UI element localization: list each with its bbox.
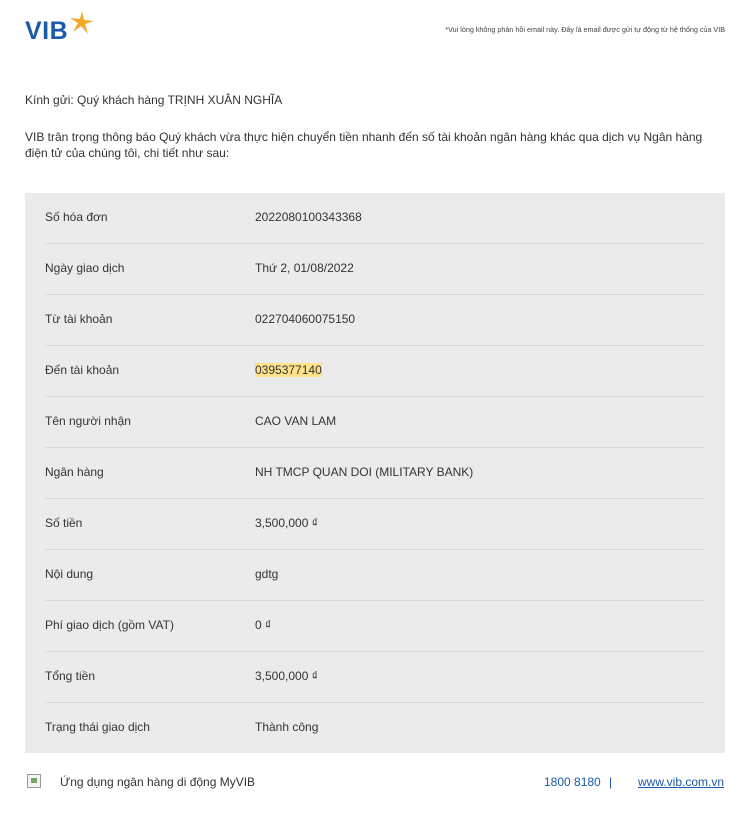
- footer-separator: |: [609, 775, 613, 789]
- detail-value: NH TMCP QUAN DOI (MILITARY BANK): [255, 465, 474, 479]
- detail-value: 3,500,000 ₫: [255, 516, 318, 530]
- detail-value: 0 ₫: [255, 618, 272, 632]
- broken-image-icon: [27, 774, 41, 788]
- detail-label: Số tiền: [45, 516, 83, 530]
- detail-label: Tổng tiền: [45, 669, 96, 683]
- website-link[interactable]: www.vib.com.vn: [638, 775, 725, 789]
- logo-text: VIB: [25, 17, 69, 45]
- detail-label: Đến tài khoản: [45, 363, 120, 377]
- greeting: Kính gửi: Quý khách hàng TRỊNH XUÂN NGHĨA: [25, 93, 283, 107]
- detail-row-date: [45, 244, 705, 295]
- detail-value: gdtg: [255, 567, 279, 581]
- detail-label: Ngày giao dịch: [45, 261, 125, 275]
- hotline-number[interactable]: 1800 8180: [544, 775, 601, 789]
- detail-label: Phí giao dịch (gồm VAT): [45, 618, 174, 632]
- email-footer: [0, 768, 745, 798]
- detail-row-bank: [45, 448, 705, 499]
- detail-label: Tên người nhận: [45, 414, 131, 428]
- app-promo-text: Ứng dụng ngân hàng di động MyVIB: [60, 775, 256, 789]
- detail-label: Trạng thái giao dịch: [45, 720, 150, 734]
- vib-logo: [25, 10, 105, 46]
- detail-row-to-account: [45, 346, 705, 397]
- detail-row-total: [45, 652, 705, 703]
- detail-label: Số hóa đơn: [45, 210, 108, 224]
- detail-value: 2022080100343368: [255, 210, 362, 224]
- detail-value-highlighted: 0395377140: [255, 363, 322, 377]
- logo-star-icon: [68, 10, 96, 36]
- detail-label: Nội dung: [45, 567, 94, 581]
- no-reply-notice: *Vui lòng không phản hồi email này. Đây là email được gửi tự động từ hệ thống của VIB: [445, 25, 725, 34]
- detail-row-amount: [45, 499, 705, 550]
- detail-value: Thứ 2, 01/08/2022: [255, 261, 354, 275]
- email-header: [0, 0, 745, 60]
- detail-value: 3,500,000 ₫: [255, 669, 318, 683]
- detail-value: Thành công: [255, 720, 319, 734]
- detail-row-from-account: [45, 295, 705, 346]
- transaction-details: [25, 193, 725, 753]
- detail-row-content: [45, 550, 705, 601]
- detail-label: Từ tài khoản: [45, 312, 113, 326]
- detail-value: CAO VAN LAM: [255, 414, 337, 428]
- detail-row-recipient: [45, 397, 705, 448]
- detail-row-invoice: [45, 193, 705, 244]
- detail-label: Ngân hàng: [45, 465, 104, 479]
- detail-row-fee: [45, 601, 705, 652]
- intro-text: VIB trân trọng thông báo Quý khách vừa thực hiện chuyển tiền nhanh đến số tài khoản ngân hàng khác qua dịch vụ Ngân hàng điện tử của chúng tôi, chi tiết như sau:: [25, 130, 703, 160]
- detail-row-status: [45, 703, 705, 754]
- detail-value: 022704060075150: [255, 312, 356, 326]
